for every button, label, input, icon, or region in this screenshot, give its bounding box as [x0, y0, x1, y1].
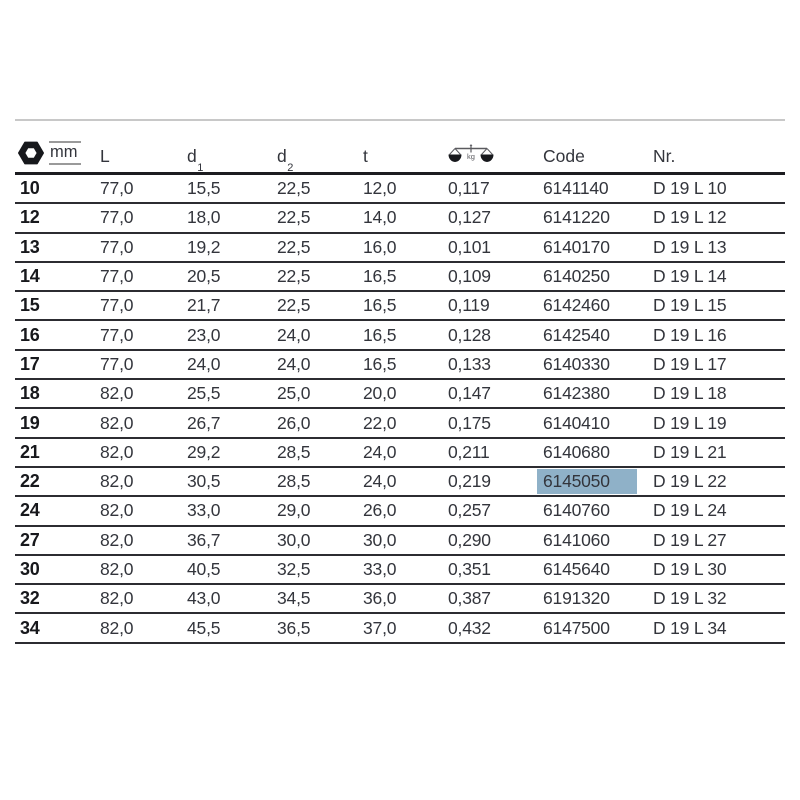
- cell-size: 18: [15, 379, 100, 408]
- spec-table-body: [15, 174, 785, 643]
- cell-t: 16,5: [363, 291, 448, 320]
- cell-code: 6140170: [543, 233, 653, 262]
- table-row: [15, 291, 785, 320]
- cell-L: 82,0: [100, 526, 187, 555]
- cell-weight_kg: 0,101: [448, 233, 543, 262]
- cell-d2: 34,5: [277, 584, 363, 613]
- cell-weight_kg: 0,175: [448, 408, 543, 437]
- cell-weight_kg: 0,117: [448, 174, 543, 204]
- cell-size: 17: [15, 350, 100, 379]
- col-header-length: [100, 121, 187, 174]
- nr-label: Nr.: [653, 146, 676, 166]
- cell-d1: 25,5: [187, 379, 277, 408]
- cell-size: 27: [15, 526, 100, 555]
- cell-d2: 24,0: [277, 350, 363, 379]
- col-header-code: [543, 121, 653, 174]
- cell-d1: 43,0: [187, 584, 277, 613]
- cell-code: 6140410: [543, 408, 653, 437]
- cell-weight_kg: 0,128: [448, 320, 543, 349]
- table-row: [15, 320, 785, 349]
- cell-d1: 18,0: [187, 203, 277, 232]
- cell-L: 82,0: [100, 584, 187, 613]
- cell-size: 22: [15, 467, 100, 496]
- cell-code: 6142460: [543, 291, 653, 320]
- cell-size: 15: [15, 291, 100, 320]
- table-row: [15, 467, 785, 496]
- cell-t: 24,0: [363, 467, 448, 496]
- cell-nr: D 19 L 18: [653, 379, 785, 408]
- cell-t: 14,0: [363, 203, 448, 232]
- cell-t: 33,0: [363, 555, 448, 584]
- cell-d1: 33,0: [187, 496, 277, 525]
- cell-d2: 24,0: [277, 320, 363, 349]
- cell-code: 6142380: [543, 379, 653, 408]
- cell-L: 77,0: [100, 203, 187, 232]
- cell-d2: 22,5: [277, 174, 363, 204]
- d1-label: d: [187, 146, 197, 166]
- cell-L: 82,0: [100, 613, 187, 642]
- cell-t: 36,0: [363, 584, 448, 613]
- cell-L: 82,0: [100, 379, 187, 408]
- balance-scale-icon: [448, 144, 494, 165]
- cell-t: 16,5: [363, 320, 448, 349]
- cell-d1: 45,5: [187, 613, 277, 642]
- table-row: [15, 350, 785, 379]
- table-row: [15, 584, 785, 613]
- cell-nr: D 19 L 27: [653, 526, 785, 555]
- cell-d2: 32,5: [277, 555, 363, 584]
- table-row: [15, 379, 785, 408]
- cell-code: 6140760: [543, 496, 653, 525]
- cell-size: 32: [15, 584, 100, 613]
- cell-size: 34: [15, 613, 100, 642]
- size-unit-label: mm: [49, 141, 81, 164]
- cell-t: 22,0: [363, 408, 448, 437]
- cell-size: 21: [15, 438, 100, 467]
- table-row: [15, 526, 785, 555]
- cell-weight_kg: 0,119: [448, 291, 543, 320]
- cell-code: 6140330: [543, 350, 653, 379]
- t-label: t: [363, 146, 368, 166]
- cell-nr: D 19 L 19: [653, 408, 785, 437]
- table-row: [15, 174, 785, 204]
- cell-nr: D 19 L 16: [653, 320, 785, 349]
- table-row: [15, 496, 785, 525]
- cell-d1: 29,2: [187, 438, 277, 467]
- cell-L: 82,0: [100, 438, 187, 467]
- cell-L: 82,0: [100, 496, 187, 525]
- cell-code: 6141220: [543, 203, 653, 232]
- cell-weight_kg: 0,290: [448, 526, 543, 555]
- cell-size: 19: [15, 408, 100, 437]
- cell-d2: 22,5: [277, 291, 363, 320]
- cell-t: 12,0: [363, 174, 448, 204]
- cell-weight_kg: 0,127: [448, 203, 543, 232]
- cell-d2: 36,5: [277, 613, 363, 642]
- cell-size: 24: [15, 496, 100, 525]
- cell-L: 77,0: [100, 262, 187, 291]
- cell-t: 20,0: [363, 379, 448, 408]
- col-header-weight: [448, 121, 543, 174]
- cell-nr: D 19 L 13: [653, 233, 785, 262]
- cell-L: 77,0: [100, 174, 187, 204]
- cell-d1: 36,7: [187, 526, 277, 555]
- cell-t: 16,5: [363, 262, 448, 291]
- cell-d2: 28,5: [277, 438, 363, 467]
- cell-code: 6141060: [543, 526, 653, 555]
- cell-size: 13: [15, 233, 100, 262]
- spec-table: [15, 121, 785, 644]
- cell-nr: D 19 L 30: [653, 555, 785, 584]
- cell-d2: 22,5: [277, 233, 363, 262]
- table-row: [15, 262, 785, 291]
- cell-t: 16,0: [363, 233, 448, 262]
- col-header-d1: [187, 121, 277, 174]
- cell-size: 10: [15, 174, 100, 204]
- cell-code: 6142540: [543, 320, 653, 349]
- cell-weight_kg: 0,387: [448, 584, 543, 613]
- table-row: [15, 555, 785, 584]
- cell-L: 82,0: [100, 408, 187, 437]
- cell-size: 14: [15, 262, 100, 291]
- table-row: [15, 613, 785, 642]
- cell-d2: 22,5: [277, 203, 363, 232]
- cell-L: 77,0: [100, 350, 187, 379]
- cell-d2: 28,5: [277, 467, 363, 496]
- table-row: [15, 408, 785, 437]
- table-row: [15, 203, 785, 232]
- cell-d1: 20,5: [187, 262, 277, 291]
- cell-weight_kg: 0,133: [448, 350, 543, 379]
- cell-nr: D 19 L 22: [653, 467, 785, 496]
- cell-t: 30,0: [363, 526, 448, 555]
- cell-d1: 40,5: [187, 555, 277, 584]
- cell-d1: 21,7: [187, 291, 277, 320]
- cell-weight_kg: 0,211: [448, 438, 543, 467]
- cell-code: 6147500: [543, 613, 653, 642]
- d2-subscript: 2: [287, 161, 294, 174]
- col-header-t: [363, 121, 448, 174]
- cell-L: 77,0: [100, 233, 187, 262]
- cell-t: 24,0: [363, 438, 448, 467]
- length-label: L: [100, 146, 110, 166]
- cell-d1: 23,0: [187, 320, 277, 349]
- col-header-nr: [653, 121, 785, 174]
- d2-label: d: [277, 146, 287, 166]
- cell-L: 77,0: [100, 320, 187, 349]
- cell-code: 6191320: [543, 584, 653, 613]
- cell-t: 37,0: [363, 613, 448, 642]
- cell-d2: 26,0: [277, 408, 363, 437]
- cell-nr: D 19 L 21: [653, 438, 785, 467]
- cell-nr: D 19 L 17: [653, 350, 785, 379]
- highlighted-code-cell[interactable]: 6145050: [537, 469, 637, 494]
- cell-code: 6141140: [543, 174, 653, 204]
- cell-d1: 19,2: [187, 233, 277, 262]
- cell-t: 16,5: [363, 350, 448, 379]
- cell-code: [543, 467, 653, 496]
- table-row: [15, 233, 785, 262]
- col-header-d2: [277, 121, 363, 174]
- cell-weight_kg: 0,109: [448, 262, 543, 291]
- cell-d2: 30,0: [277, 526, 363, 555]
- cell-d1: 26,7: [187, 408, 277, 437]
- cell-d1: 15,5: [187, 174, 277, 204]
- cell-d1: 30,5: [187, 467, 277, 496]
- cell-L: 82,0: [100, 467, 187, 496]
- cell-t: 26,0: [363, 496, 448, 525]
- cell-L: 77,0: [100, 291, 187, 320]
- cell-code: 6140250: [543, 262, 653, 291]
- d1-subscript: 1: [197, 161, 204, 174]
- table-row: [15, 438, 785, 467]
- col-header-size: [15, 121, 100, 174]
- cell-d1: 24,0: [187, 350, 277, 379]
- header-row: [15, 121, 785, 174]
- cell-code: 6145640: [543, 555, 653, 584]
- hex-socket-icon: [18, 141, 44, 165]
- cell-d2: 22,5: [277, 262, 363, 291]
- cell-nr: D 19 L 15: [653, 291, 785, 320]
- cell-nr: D 19 L 32: [653, 584, 785, 613]
- cell-nr: D 19 L 10: [653, 174, 785, 204]
- cell-size: 12: [15, 203, 100, 232]
- cell-weight_kg: 0,432: [448, 613, 543, 642]
- cell-L: 82,0: [100, 555, 187, 584]
- cell-weight_kg: 0,219: [448, 467, 543, 496]
- cell-nr: D 19 L 24: [653, 496, 785, 525]
- cell-weight_kg: 0,147: [448, 379, 543, 408]
- cell-d2: 29,0: [277, 496, 363, 525]
- cell-size: 16: [15, 320, 100, 349]
- code-label: Code: [543, 146, 585, 166]
- cell-d2: 25,0: [277, 379, 363, 408]
- cell-weight_kg: 0,351: [448, 555, 543, 584]
- cell-size: 30: [15, 555, 100, 584]
- cell-weight_kg: 0,257: [448, 496, 543, 525]
- cell-nr: D 19 L 14: [653, 262, 785, 291]
- spec-table-container: [15, 119, 785, 644]
- cell-nr: D 19 L 12: [653, 203, 785, 232]
- weight-unit-label: kg: [467, 152, 475, 161]
- cell-code: 6140680: [543, 438, 653, 467]
- cell-nr: D 19 L 34: [653, 613, 785, 642]
